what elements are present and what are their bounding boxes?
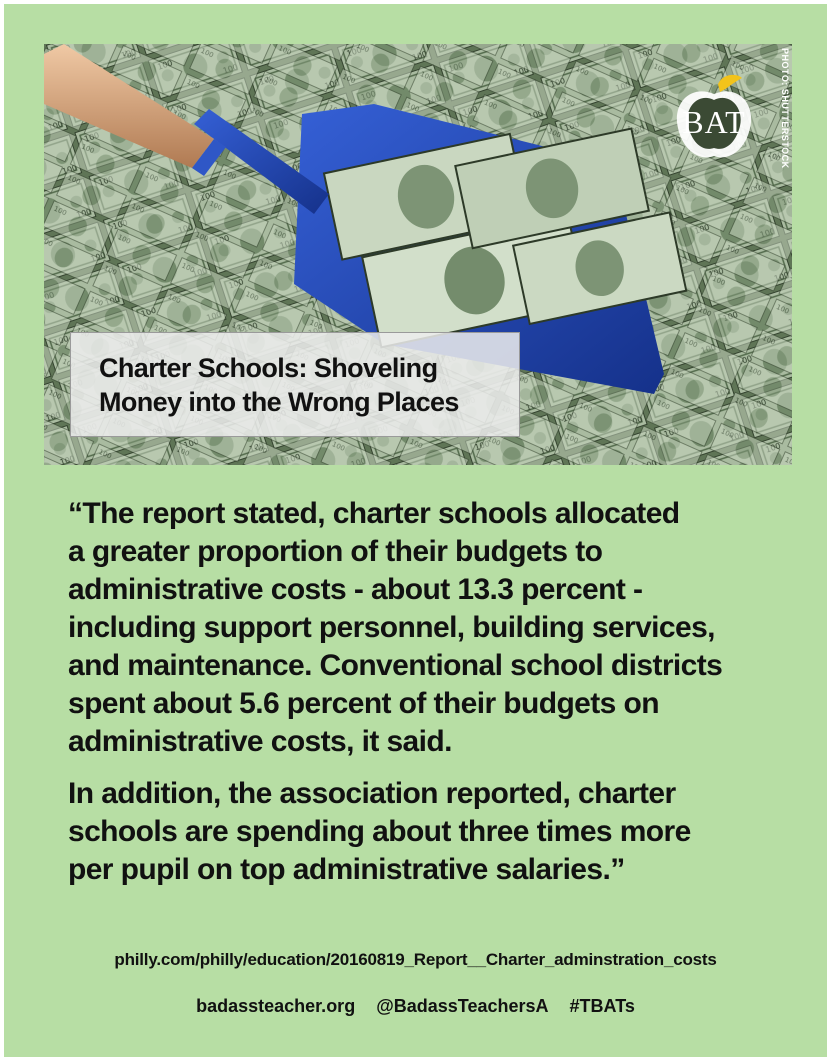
quote-block xyxy=(68,495,788,889)
photo-caption xyxy=(70,332,520,437)
quote-paragraph-2 xyxy=(68,775,788,889)
hero-photo xyxy=(44,44,792,465)
quote-line: including support personnel, building services, xyxy=(68,611,715,644)
caption-line: Money into the Wrong Places xyxy=(99,387,459,417)
footer xyxy=(4,996,827,1017)
caption-line: Charter Schools: Shoveling xyxy=(99,353,438,383)
poster xyxy=(4,4,827,1057)
quote-line: administrative costs, it said. xyxy=(68,725,452,758)
footer-handle: @BadassTeachersA xyxy=(376,996,549,1016)
quote-line: In addition, the association reported, charter xyxy=(68,777,676,810)
source-url: philly.com/philly/education/20160819_Report__Charter_adminstration_costs xyxy=(114,950,717,969)
quote-line: schools are spending about three times more xyxy=(68,815,691,848)
quote-line: “The report stated, charter schools allocated xyxy=(68,497,680,530)
quote-line: administrative costs - about 13.3 percent - xyxy=(68,573,643,606)
quote-line: a greater proportion of their budgets to xyxy=(68,535,603,568)
quote-line: and maintenance. Conventional school districts xyxy=(68,649,723,682)
quote-paragraph-1 xyxy=(68,495,788,761)
footer-hashtag: #TBATs xyxy=(569,996,635,1016)
logo-text: BAT xyxy=(682,104,746,140)
bat-apple-logo-icon xyxy=(672,70,756,166)
photo-credit: PHOTO: SHUTTERSTOCK xyxy=(780,48,790,169)
quote-line: per pupil on top administrative salaries.” xyxy=(68,853,625,886)
quote-line: spent about 5.6 percent of their budgets on xyxy=(68,687,659,720)
footer-website: badassteacher.org xyxy=(196,996,356,1016)
